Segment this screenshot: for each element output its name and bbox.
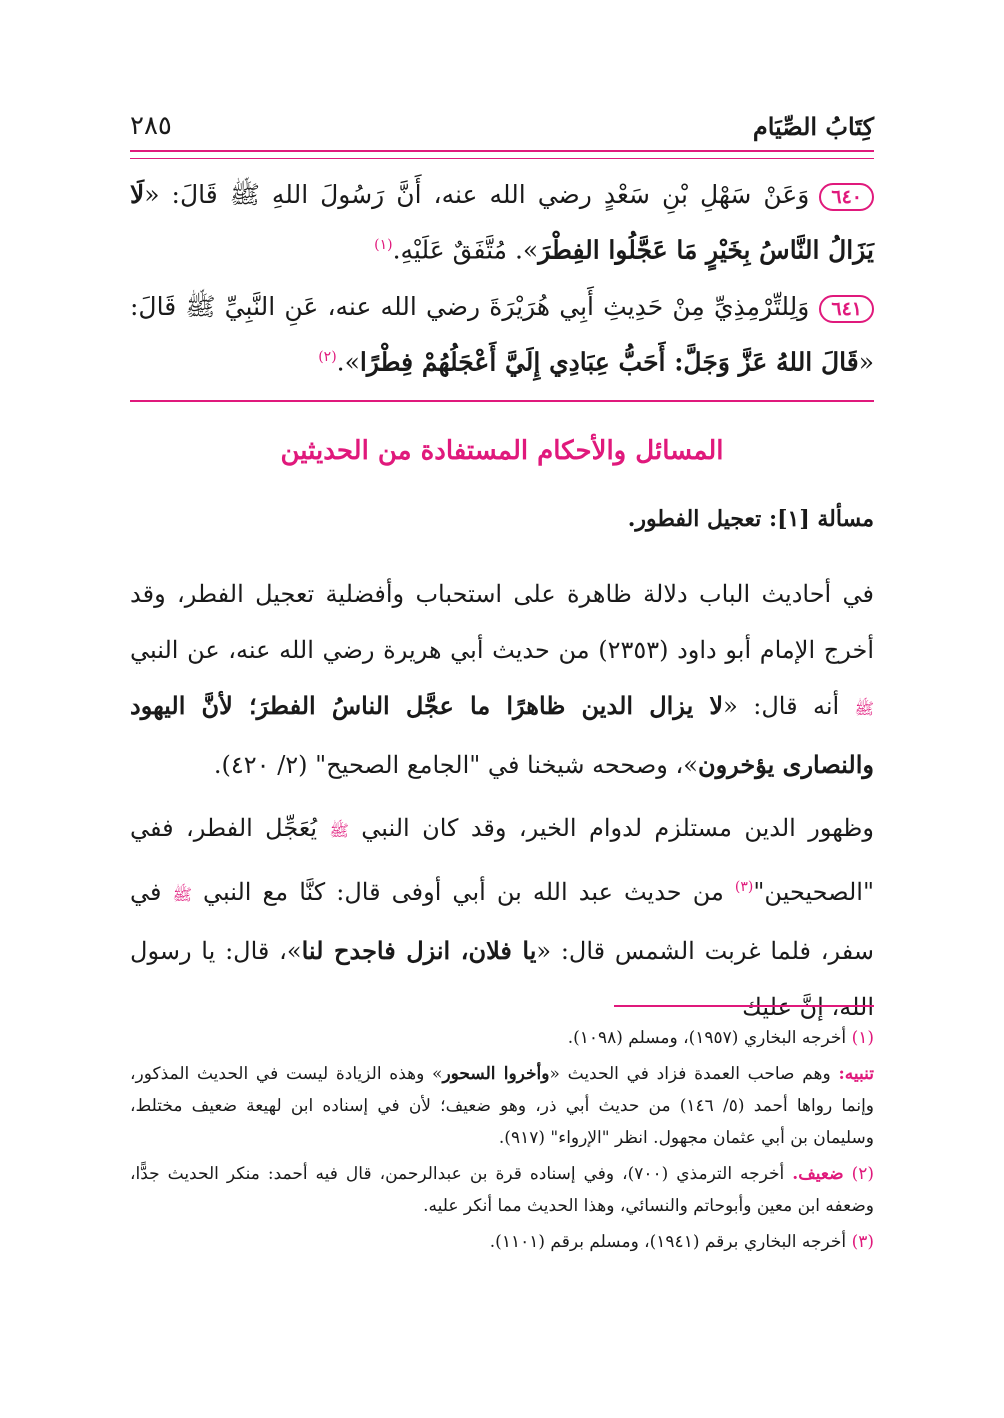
paragraph-text: في أحاديث الباب دلالة ظاهرة على استحباب وأفضلية تعجيل الفطر، وقد أخرج الإمام أبو داود (٢٣٥٣) من حديث أبي هريرة رضي الله عنه، عن النبي bbox=[130, 580, 874, 664]
salutation-mark: ﷺ bbox=[854, 699, 874, 718]
issue-title: تعجيل الفطور. bbox=[627, 506, 762, 532]
hadith-intro: وَعَنْ سَهْلِ بْنِ سَعْدٍ رضي الله عنه، أَنَّ رَسُولَ اللهِ ﷺ قَالَ: « bbox=[144, 180, 810, 209]
hadith-number: ٦٤١ bbox=[819, 295, 874, 323]
hadith-quote: قَالَ اللهُ عَزَّ وَجَلَّ: أَحَبُّ عِبَادِي إِلَيَّ أَعْجَلُهُمْ فِطْرًا bbox=[359, 347, 859, 377]
paragraph-text: »، قال: يا رسول الله، إنَّ عليك bbox=[130, 937, 874, 1021]
paragraph-text: يُعَجِّل الفطر، ففي "الصحيحين" bbox=[130, 814, 874, 906]
footnote bbox=[130, 1158, 874, 1222]
paragraph-2 bbox=[130, 800, 874, 1035]
footnote-text: » وهذه الزيادة ليست في الحديث المذكور، وإنما رواها أحمد (٥/ ١٤٦) من حديث أبي ذر، وهو ضعيف؛ لأن في إسناده ابن لهيعة ضعيف مختلط، وسليمان بن أبي عثمان مجهول. انظر "الإرواء" (٩١٧). bbox=[130, 1064, 875, 1148]
footnotes bbox=[130, 1022, 874, 1262]
footnote-ref: (٣) bbox=[734, 879, 754, 895]
footnote bbox=[130, 1022, 874, 1054]
section-rule bbox=[130, 400, 874, 402]
page-number: ٢٨٥ bbox=[130, 111, 172, 141]
footnote-number: (٢) bbox=[851, 1164, 874, 1184]
paragraph-text: »، وصححه شيخنا في "الجامع الصحيح" (٢/ ٤٢٠). bbox=[213, 751, 698, 779]
footnote-text: أخرجه البخاري (١٩٥٧)، ومسلم (١٠٩٨). bbox=[567, 1028, 847, 1048]
paragraph-1 bbox=[130, 566, 874, 793]
footnote-number: (٣) bbox=[851, 1232, 874, 1252]
grading-label: ضعيف. bbox=[792, 1164, 844, 1184]
footnote-bold: وأخروا السحور bbox=[442, 1064, 550, 1084]
paragraph-quote: لا يزال الدين ظاهرًا ما عجَّل الناسُ الفطرَ؛ لأنَّ اليهود والنصارى يؤخرون bbox=[130, 691, 874, 779]
footnote bbox=[130, 1226, 874, 1258]
issue-label: مسألة [١]: bbox=[768, 506, 874, 532]
footnote-ref: (١) bbox=[374, 237, 393, 253]
footnote-ref: (٢) bbox=[318, 349, 337, 365]
footnote-text: أخرجه الترمذي (٧٠٠)، وفي إسناده قرة بن عبدالرحمن، قال فيه أحمد: منكر الحديث جدًّا، وضعفه ابن معين وأبوحاتم والنسائي، وهذا الحديث مما أنكر عليه. bbox=[130, 1164, 874, 1216]
issue-heading bbox=[130, 506, 874, 532]
footnote-number: (١) bbox=[851, 1028, 874, 1048]
footnote-text: وهم صاحب العمدة فزاد في الحديث « bbox=[549, 1064, 831, 1084]
header-rule bbox=[130, 150, 874, 159]
hadith-641 bbox=[130, 282, 874, 387]
hadith-number: ٦٤٠ bbox=[819, 183, 874, 211]
footnote-rule bbox=[614, 1005, 874, 1007]
hadith-intro: وَلِلتِّرْمِذِيِّ مِنْ حَدِيثِ أَبِي هُرَيْرَةَ رضي الله عنه، عَنِ النَّبِيِّ ﷺ قَالَ: « bbox=[130, 292, 874, 377]
paragraph-text: وظهور الدين مستلزم لدوام الخير، وقد كان النبي bbox=[361, 814, 874, 842]
hadith-outro: ». مُتَّفَقٌ عَلَيْهِ. bbox=[392, 235, 539, 265]
paragraph-text: من حديث عبد الله بن أبي أوفى قال: كنَّا مع النبي bbox=[202, 878, 724, 906]
page-header bbox=[130, 104, 874, 148]
footnote-note bbox=[130, 1058, 874, 1154]
hadith-640 bbox=[130, 170, 874, 275]
footnote-text: أخرجه البخاري برقم (١٩٤١)، ومسلم برقم (١١٠١). bbox=[489, 1232, 847, 1252]
paragraph-quote: يا فلان، انزل فاجدح لنا bbox=[301, 936, 537, 965]
salutation-mark: ﷺ bbox=[172, 885, 192, 904]
hadith-quote: لَا يَزَالُ النَّاسُ بِخَيْرٍ مَا عَجَّلُوا الفِطْرَ bbox=[130, 180, 874, 265]
note-label: تنبيه: bbox=[838, 1064, 874, 1084]
salutation-mark: ﷺ bbox=[329, 821, 349, 840]
hadith-outro: ». bbox=[336, 347, 360, 377]
paragraph-text: في سفر، فلما غربت الشمس قال: « bbox=[130, 878, 875, 965]
paragraph-text: أنه قال: « bbox=[723, 692, 840, 720]
section-title: المسائل والأحكام المستفادة من الحديثين bbox=[280, 436, 724, 466]
book-title: كِتَابُ الصِّيَام bbox=[752, 111, 874, 141]
